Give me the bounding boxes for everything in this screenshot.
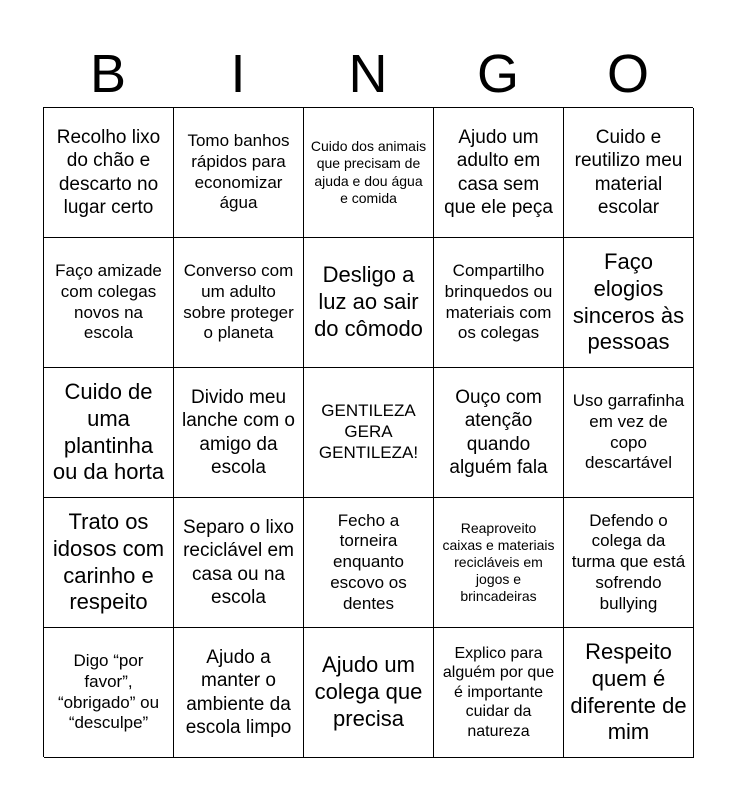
bingo-cell[interactable] (304, 498, 434, 628)
bingo-cell[interactable] (174, 498, 304, 628)
cell-text: Desligo a luz ao sair do cômodo (314, 262, 423, 341)
cell-text: Ouço com atenção quando alguém fala (449, 387, 548, 478)
cell-text: Trato os idosos com carinho e respeito (52, 508, 165, 615)
cell-text: Cuido e reutilizo meu material escolar (574, 127, 683, 218)
bingo-cell[interactable] (304, 628, 434, 758)
cell-text: Tomo banhos rápidos para economizar água (187, 131, 290, 213)
bingo-cell[interactable] (564, 238, 694, 368)
cell-text: Cuido de uma plantinha ou da horta (52, 378, 165, 485)
bingo-cell[interactable] (434, 498, 564, 628)
cell-text: Faço elogios sinceros às pessoas (572, 248, 685, 355)
bingo-cell[interactable] (174, 628, 304, 758)
cell-text: Cuido dos animais que precisam de ajuda e dou água e comida (310, 138, 427, 206)
bingo-board (43, 107, 693, 757)
bingo-cell[interactable] (564, 498, 694, 628)
header-letter-o: O (606, 44, 649, 104)
header-letter-b: B (89, 44, 127, 104)
bingo-cell[interactable] (174, 108, 304, 238)
bingo-cell[interactable] (44, 498, 174, 628)
cell-text: Reaproveito caixas e materiais recicláveis em jogos e brincadeiras (442, 519, 555, 605)
cell-text: Ajudo um adulto em casa sem que ele peça (444, 127, 553, 218)
header-letter-g: G (476, 44, 519, 104)
cell-text: Converso com um adulto sobre proteger o planeta (183, 261, 294, 343)
bingo-cell[interactable] (44, 628, 174, 758)
bingo-cell[interactable] (434, 368, 564, 498)
bingo-cell[interactable] (174, 368, 304, 498)
cell-text: Compartilho brinquedos ou materiais com os colegas (444, 261, 553, 343)
cell-text: Recolho lixo do chão e descarto no lugar certo (56, 127, 161, 218)
bingo-cell[interactable] (564, 368, 694, 498)
cell-text: Ajudo um colega que precisa (314, 652, 423, 731)
bingo-cell[interactable] (434, 238, 564, 368)
header-letter-i: I (230, 44, 246, 104)
cell-text: Respeito quem é diferente de mim (570, 638, 687, 745)
bingo-cell[interactable] (174, 238, 304, 368)
cell-text: Explico para alguém por que é importante cuidar da natureza (442, 644, 555, 740)
cell-text: Defendo o colega da turma que está sofrendo bullying (571, 510, 686, 613)
cell-text: Divido meu lanche com o amigo da escola (181, 387, 295, 478)
cell-text: Separo o lixo reciclável em casa ou na escola (183, 517, 294, 608)
header-letter-n: N (348, 44, 388, 104)
bingo-cell[interactable] (434, 108, 564, 238)
bingo-cell[interactable] (434, 628, 564, 758)
bingo-cell[interactable] (564, 108, 694, 238)
cell-text: Digo “por favor”, “obrigado” ou “desculpe” (57, 651, 160, 733)
cell-text: Uso garrafinha em vez de copo descartável (572, 391, 685, 473)
bingo-cell[interactable] (44, 368, 174, 498)
cell-text: Faço amizade com colegas novos na escola (55, 261, 162, 343)
bingo-cell[interactable] (304, 238, 434, 368)
free-space-text: GENTILEZA GERA GENTILEZA! (318, 401, 419, 462)
cell-text: Ajudo a manter o ambiente da escola limpo (185, 647, 292, 738)
bingo-cell[interactable] (44, 108, 174, 238)
bingo-cell[interactable] (44, 238, 174, 368)
bingo-cell[interactable] (564, 628, 694, 758)
cell-text: Fecho a torneira enquanto escovo os dentes (330, 510, 407, 613)
bingo-header (43, 40, 693, 108)
free-space-cell[interactable] (304, 368, 434, 498)
bingo-cell[interactable] (304, 108, 434, 238)
